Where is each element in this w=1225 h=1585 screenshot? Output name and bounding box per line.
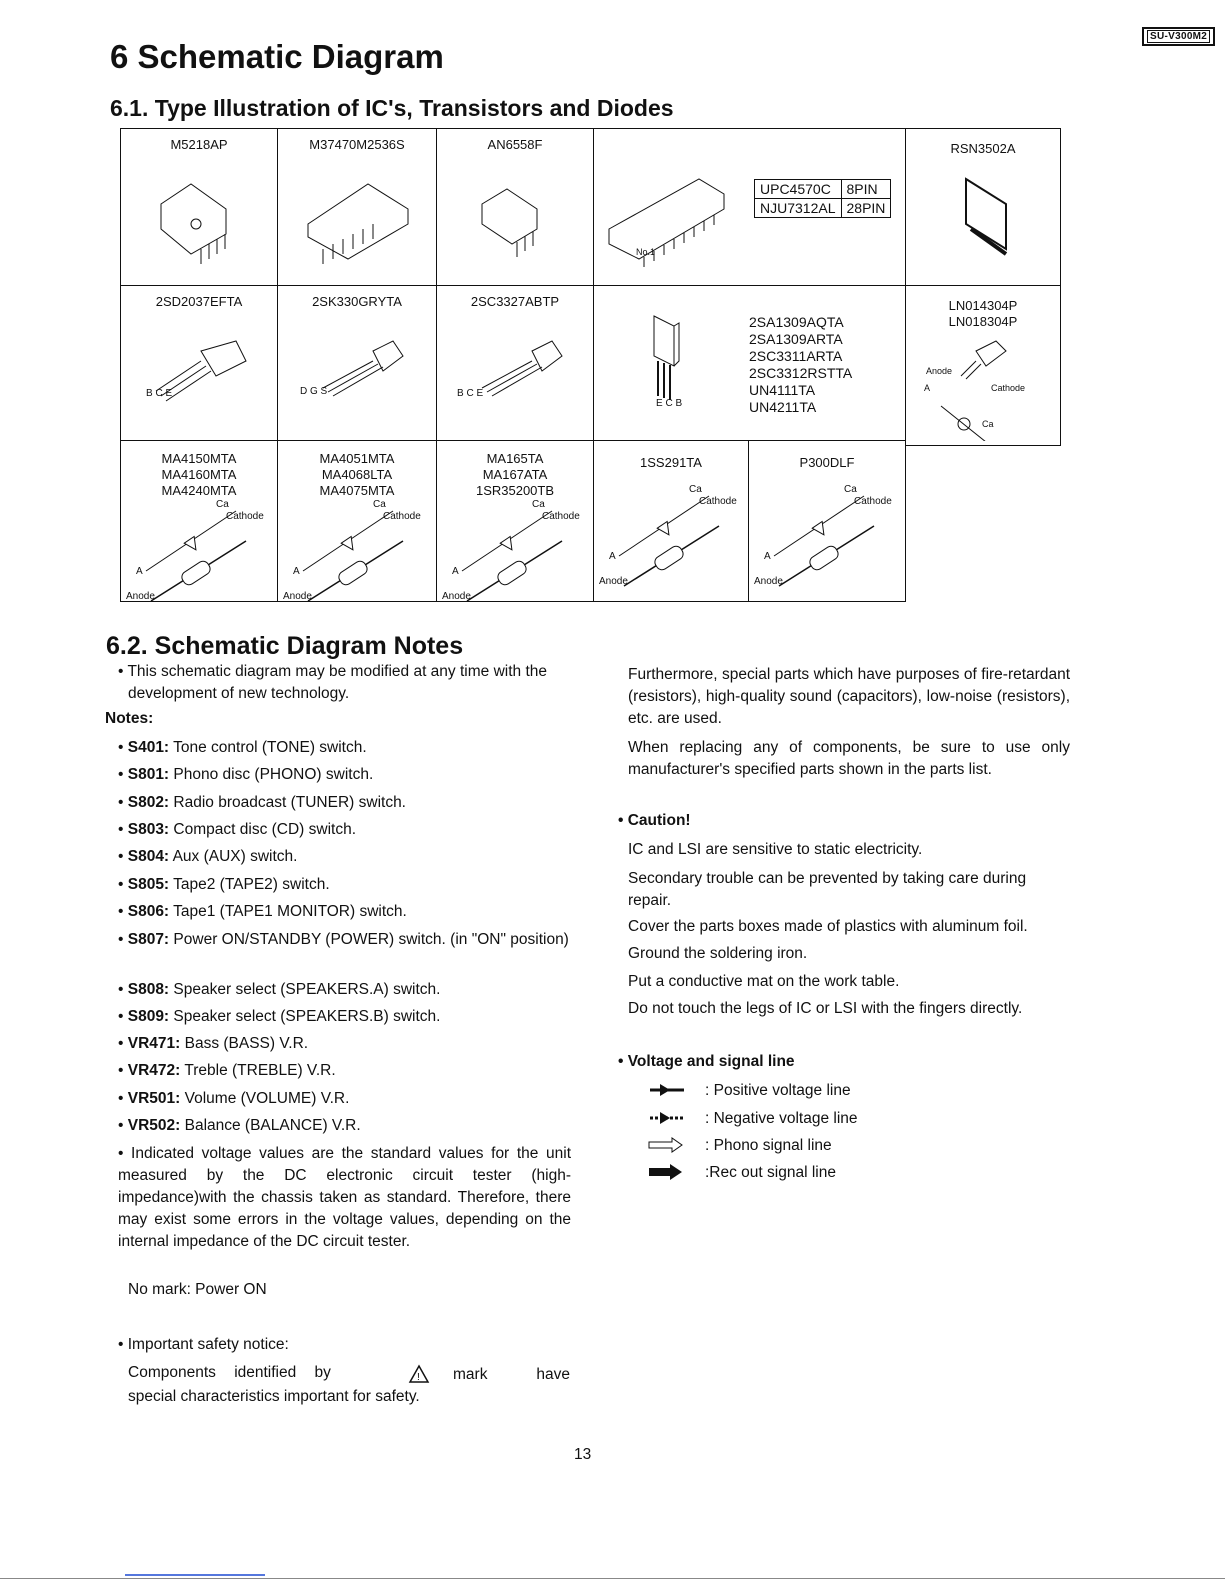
furthermore-note: Furthermore, special parts which have purposes of fire-retardant (resistors), high-quality sound (capacitors), low-noise (resistors), etc. are used. [628,666,1070,727]
voltage-signal-heading: • Voltage and signal line [618,1053,795,1070]
switch-description: Tape1 (TAPE1 MONITOR) switch. [173,903,407,920]
part-label: 1SR35200TB [475,483,555,498]
lead-labels: D G S [300,386,328,397]
switch-note: • S806: Tape1 (TAPE1 MONITOR) switch. [118,903,407,920]
a-label: A [609,551,616,562]
ca-label: Ca [532,499,545,510]
voltage-note: • Indicated voltage values are the standard values for the unit measured by the DC electronic circuit tester (high-impedance)with the chassis taken as standard. Therefore, there may exist some errors in the voltage values, depending on the internal impedance of the DC circuit tester. [118,1145,571,1250]
switch-note: • S809: Speaker select (SPEAKERS.B) switch. [118,1008,441,1025]
switch-key: S803: [127,821,170,838]
part-label: MA4150MTA [161,451,237,466]
safety-text-continued: mark have special characteristics important for safety. [128,1366,570,1405]
part-label: RSN3502A [950,141,1016,156]
no-mark-note: No mark: Power ON [128,1281,267,1298]
cell-1ss291ta [593,440,749,602]
switch-note: • VR471: Bass (BASS) V.R. [118,1035,309,1052]
switch-description: Treble (TREBLE) V.R. [184,1062,336,1079]
switch-description: Speaker select (SPEAKERS.B) switch. [173,1008,441,1025]
cell-m5218ap [120,128,278,286]
part-label: MA165TA [486,451,544,466]
ca-label: Ca [373,499,386,510]
safety-text: Components identified by [128,1364,331,1381]
ca-label: Ca [216,499,229,510]
switch-description: Compact disc (CD) switch. [173,821,357,838]
negative-voltage-arrow-icon [650,1111,686,1125]
transistor-icon [298,326,418,426]
section-6-2-heading: 6.2. Schematic Diagram Notes [106,632,464,660]
switch-key: VR502: [127,1117,181,1134]
footer-link-bar [125,1574,265,1576]
caution-line: Put a conductive mat on the work table. [628,973,900,990]
cell-2sc3327abtp [436,285,594,441]
ca-label: Ca [844,484,857,495]
switch-note: • S801: Phono disc (PHONO) switch. [118,766,374,783]
part-label: 2SC3312RSTTA [749,365,853,381]
lead-labels: B C E [146,388,173,399]
switch-description: Speaker select (SPEAKERS.A) switch. [173,981,441,998]
page-title: 6 Schematic Diagram [110,38,444,75]
switch-note: • S805: Tape2 (TAPE2) switch. [118,876,330,893]
anode-label: Anode [283,591,312,602]
transistor-icon [141,326,261,426]
a-label: A [924,383,931,393]
a-label: A [293,566,300,577]
part-label: M37470M2536S [309,137,405,152]
positive-voltage-arrow-icon [650,1083,686,1097]
notes-heading: Notes: [105,710,154,727]
cathode-label: Cathode [226,511,264,522]
switch-note: • VR502: Balance (BALANCE) V.R. [118,1117,361,1134]
part-label: MA4240MTA [161,483,237,498]
switch-note: • S401: Tone control (TONE) switch. [118,739,367,756]
part-label: 2SC3311ARTA [749,348,843,364]
footer-divider [0,1578,1225,1579]
cell-ln014304p [905,285,1061,446]
part-label: UN4211TA [749,399,817,415]
legend-label: : Phono signal line [705,1137,832,1154]
lead-labels: E C B [656,398,683,409]
anode-label: Anode [126,591,155,602]
pin-1-label: No.1 [636,247,656,257]
cathode-label: Cathode [542,511,580,522]
anode-label: Anode [442,591,471,602]
switch-key: S809: [127,1008,170,1025]
cell-2sa1309-group [593,285,906,441]
page-number: 13 [574,1446,592,1463]
switch-note: • S807: Power ON/STANDBY (POWER) switch. (in "ON" position) [118,931,569,948]
cathode-label: Cathode [854,496,892,507]
switch-description: Balance (BALANCE) V.R. [184,1117,361,1134]
hybrid-ic-icon [946,169,1026,269]
switch-key: VR472: [127,1062,181,1079]
part-label: 2SC3327ABTP [470,294,560,309]
switch-description: Tape2 (TAPE2) switch. [173,876,330,893]
svg-text:!: ! [417,1372,420,1383]
part-label: MA4075MTA [319,483,395,498]
switch-description: Phono disc (PHONO) switch. [173,766,374,783]
switch-note: • VR472: Treble (TREBLE) V.R. [118,1062,336,1079]
part-label: AN6558F [487,137,543,152]
caution-line: Do not touch the legs of IC or LSI with the fingers directly. [628,1000,1023,1017]
ca-label: Ca [982,419,994,429]
part-label: MA167ATA [482,467,548,482]
part-label: P300DLF [799,455,855,470]
switch-description: Tone control (TONE) switch. [173,739,367,756]
cell-ma4051mta [277,440,437,602]
cell-rsn3502a [905,128,1061,286]
switch-note: • S808: Speaker select (SPEAKERS.A) switch. [118,981,441,998]
dip-ic-icon [146,169,256,269]
part-label: MA4051MTA [319,451,395,466]
model-badge [1142,27,1215,46]
switch-key: S802: [127,794,170,811]
lead-labels: B C E [457,388,484,399]
switch-key: VR501: [127,1090,181,1107]
replacing-note: When replacing any of components, be sure to use only manufacturer's specified parts shown in the parts list. [628,739,1070,778]
cathode-label: Cathode [699,496,737,507]
cell-2sd2037efta [120,285,278,441]
caution-line: Secondary trouble can be prevented by taking care during repair. [628,870,1027,909]
dip-ic-icon [298,169,418,269]
anode-label: Anode [754,576,783,587]
anode-label: Anode [926,366,953,376]
hollow-arrow-icon [648,1137,684,1153]
section-6-1-heading: 6.1. Type Illustration of IC's, Transistors and Diodes [110,95,674,121]
a-label: A [136,566,143,577]
part-label: LN018304P [948,314,1018,329]
caution-line: Ground the soldering iron. [628,945,808,962]
ca-label: Ca [689,484,702,495]
part-label: 2SK330GRYTA [312,294,402,309]
switch-key: VR471: [127,1035,181,1052]
switch-key: S808: [127,981,170,998]
cell-an6558f [436,128,594,286]
part-name: NJU7312AL [755,199,842,218]
pin-count: 28PIN [841,199,891,218]
switch-note: • VR501: Volume (VOLUME) V.R. [118,1090,350,1107]
cell-ma165ta [436,440,594,602]
pin-count-table [754,179,891,218]
switch-description: Aux (AUX) switch. [172,848,298,865]
caution-line: Cover the parts boxes made of plastics with aluminum foil. [628,918,1028,935]
model-badge-text: SU-V300M2 [1147,30,1210,43]
switch-key: S806: [127,903,170,920]
cathode-label: Cathode [991,383,1026,393]
switch-key: S807: [127,931,170,948]
cell-m37470m2536s [277,128,437,286]
pin-count: 8PIN [841,180,891,199]
switch-key: S805: [127,876,170,893]
part-label-list [749,314,852,416]
part-label: LN014304P [948,298,1018,313]
part-label: UN4111TA [749,382,816,398]
dip-ic-icon [467,174,567,264]
switch-note: • S804: Aux (AUX) switch. [118,848,298,865]
safety-heading: • Important safety notice: [118,1336,289,1353]
caution-heading: • Caution! [618,812,691,829]
a-label: A [452,566,459,577]
legend-label: : Negative voltage line [705,1110,858,1127]
legend-label: : Positive voltage line [705,1082,851,1099]
switch-note: • S802: Radio broadcast (TUNER) switch. [118,794,406,811]
caution-line: IC and LSI are sensitive to static electricity. [628,841,923,858]
switch-description: Radio broadcast (TUNER) switch. [173,794,406,811]
switch-key: S401: [127,739,170,756]
cell-2sk330gryta [277,285,437,441]
intro-note: • This schematic diagram may be modified at any time with the development of new technology. [118,663,547,702]
switch-key: S801: [127,766,170,783]
switch-key: S804: [127,848,170,865]
anode-label: Anode [599,576,628,587]
cell-p300dlf [748,440,906,602]
cell-ma4150mta [120,440,278,602]
switch-description: Volume (VOLUME) V.R. [184,1090,350,1107]
switch-note: • S803: Compact disc (CD) switch. [118,821,357,838]
switch-description: Bass (BASS) V.R. [184,1035,309,1052]
bold-arrow-icon [648,1164,684,1180]
part-label: 2SD2037EFTA [155,294,243,309]
part-label: 2SA1309AQTA [749,314,844,330]
part-label: MA4068LTA [321,467,393,482]
cell-upc4570c-nju7312al [593,128,906,286]
switch-description: Power ON/STANDBY (POWER) switch. (in "ON" position) [173,931,569,948]
cathode-label: Cathode [383,511,421,522]
transistor-icon [457,326,577,426]
part-label: MA4160MTA [161,467,237,482]
sip-ic-icon [599,169,749,269]
legend-label: :Rec out signal line [705,1164,836,1181]
component-type-table [120,128,1061,602]
part-label: 1SS291TA [640,455,702,470]
part-label: 2SA1309ARTA [749,331,843,347]
a-label: A [764,551,771,562]
part-label: M5218AP [170,137,228,152]
part-name: UPC4570C [755,180,842,199]
